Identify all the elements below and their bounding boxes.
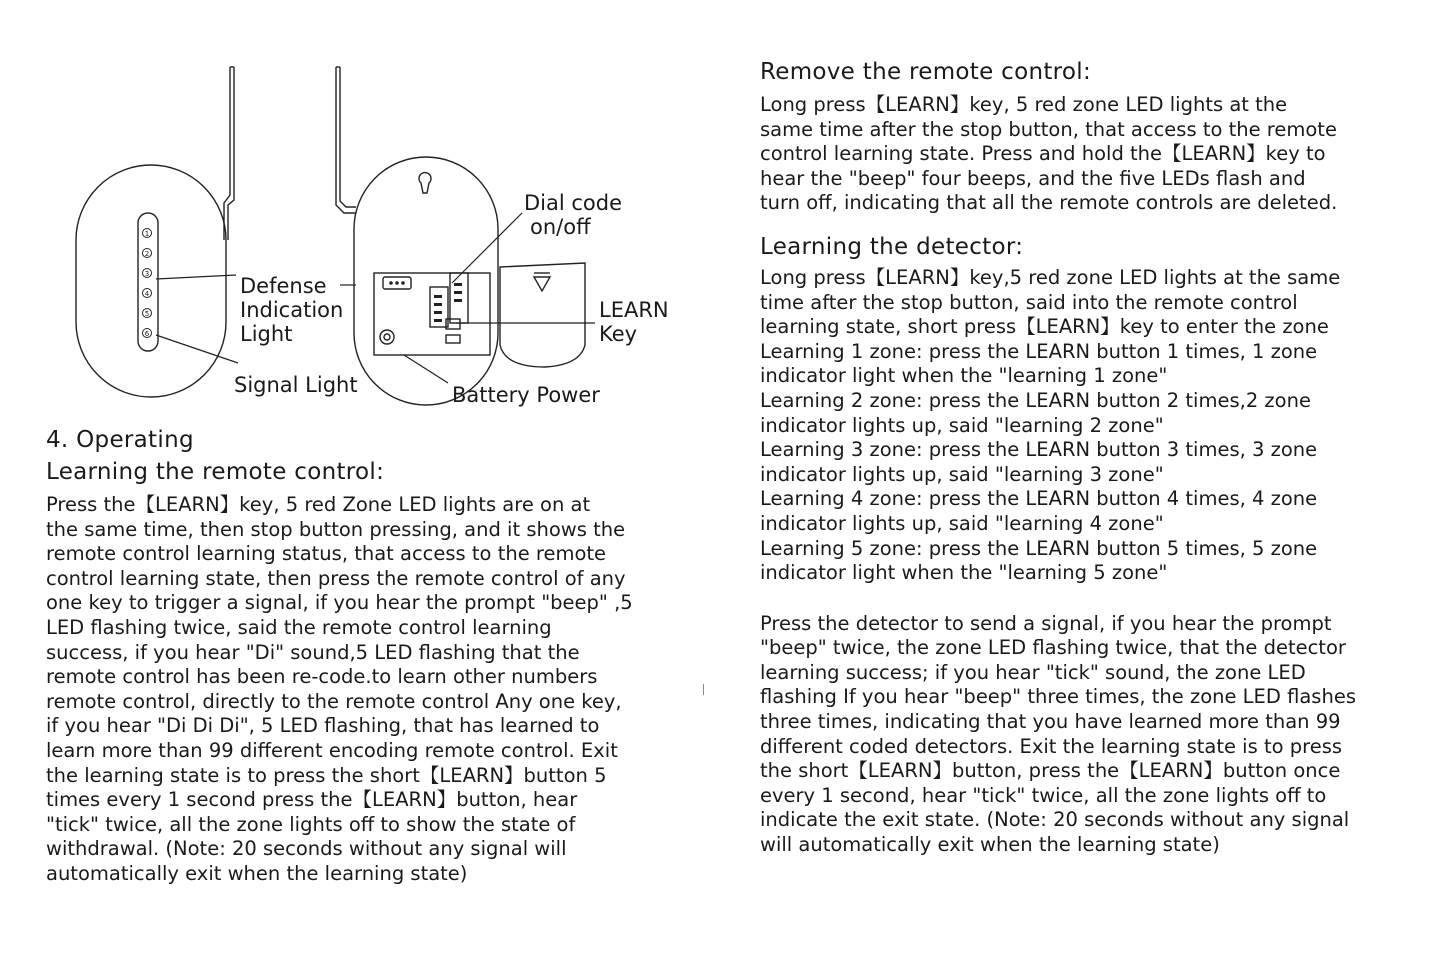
defense-label: Defense Indication Light [240, 274, 344, 346]
learning-remote-heading: Learning the remote control: [46, 459, 385, 485]
signal-light-label: Signal Light [234, 373, 358, 397]
learn-key-label: LEARN Key [599, 298, 669, 346]
learning-detector-heading: Learning the detector: [760, 233, 1024, 260]
front-antenna [224, 67, 230, 240]
led-number: 2 [144, 250, 150, 258]
back-antenna [336, 67, 356, 213]
battery-cover [500, 263, 585, 367]
detector-signal-text: Press the detector to send a signal, if you hear the prompt "beep" twice, the zone LED flashing twice, that the detector learning success; if you hear "tick" sound, the zone LED flashing If you hear "beep" three times, the zone LED flashes three times, indicating that you have learned more than 99 different coded detectors. Exit the learning state is to press the short【LEARN】button, press the【LEARN】button once every 1 second, hear "tick" twice, all the zone lights off to indicate the exit state. (Note: 20 seconds without any signal will automatically exit when the learning state) [760, 611, 1356, 857]
dial-code-label: Dial code on/off [524, 191, 623, 239]
learning-detector-text: Long press【LEARN】key,5 red zone LED lights at the same time after the stop button, said into the remote control learning state, short press【LEARN】key to enter the zone Learning 1 zone: press the LEARN button 1 times, 1 zone indicator light when the "learning 1 zone" Learning 2 zone: press the LEARN button 2 times,2 zone indicator lights up, said "learning 2 zone" Learning 3 zone: press the LEARN button 3 times, 3 zone indicator lights up, said "learning 3 zone" Learning 4 zone: press the LEARN button 4 times, 4 zone indicator lights up, said "learning 4 zone" Learning 5 zone: press the LEARN button 5 times, 5 zone indicator light when the "learning 5 zone" [760, 265, 1341, 585]
led-number: 5 [144, 310, 150, 318]
device-diagram [60, 55, 700, 415]
left-column [46, 425, 686, 887]
right-column [760, 57, 1420, 858]
remove-remote-heading: Remove the remote control: [760, 59, 1092, 85]
section-title: 4. Operating [46, 427, 194, 453]
front-view-body [76, 165, 226, 397]
led-number: 1 [144, 230, 150, 238]
center-margin-mark [703, 684, 704, 695]
back-view-body [354, 157, 498, 405]
remove-remote-text: Long press【LEARN】key, 5 red zone LED lights at the same time after the stop button, that access to the remote control learning state. Press and hold the【LEARN】key to hear the "beep" four beeps, and the five LEDs flash and turn off, indicating that all the remote controls are deleted. [760, 93, 1338, 215]
led-number: 6 [144, 330, 150, 338]
led-number: 3 [144, 270, 150, 278]
led-number: 4 [144, 290, 150, 298]
battery-power-label: Battery Power [452, 383, 600, 407]
learning-remote-text: Press the【LEARN】key, 5 red Zone LED lights are on at the same time, then stop button pressing, and it shows the remote control learning status, that access to the remote control learning state, then press the remote control of any one key to trigger a signal, if you hear the prompt "beep" ,5 LED flashing twice, said the remote control learning success, if you hear "Di" sound,5 LED flashing that the remote control has been re-code.to learn other numbers remote control, directly to the remote control Any one key, if you hear "Di Di Di", 5 LED flashing, that has learned to learn more than 99 different encoding remote control. Exit the learning state is to press the short【LEARN】button 5 times every 1 second press the【LEARN】button, hear "tick" twice, all the zone lights off to show the state of withdrawal. (Note: 20 seconds without any signal will automatically exit when the learning state) [46, 493, 633, 885]
